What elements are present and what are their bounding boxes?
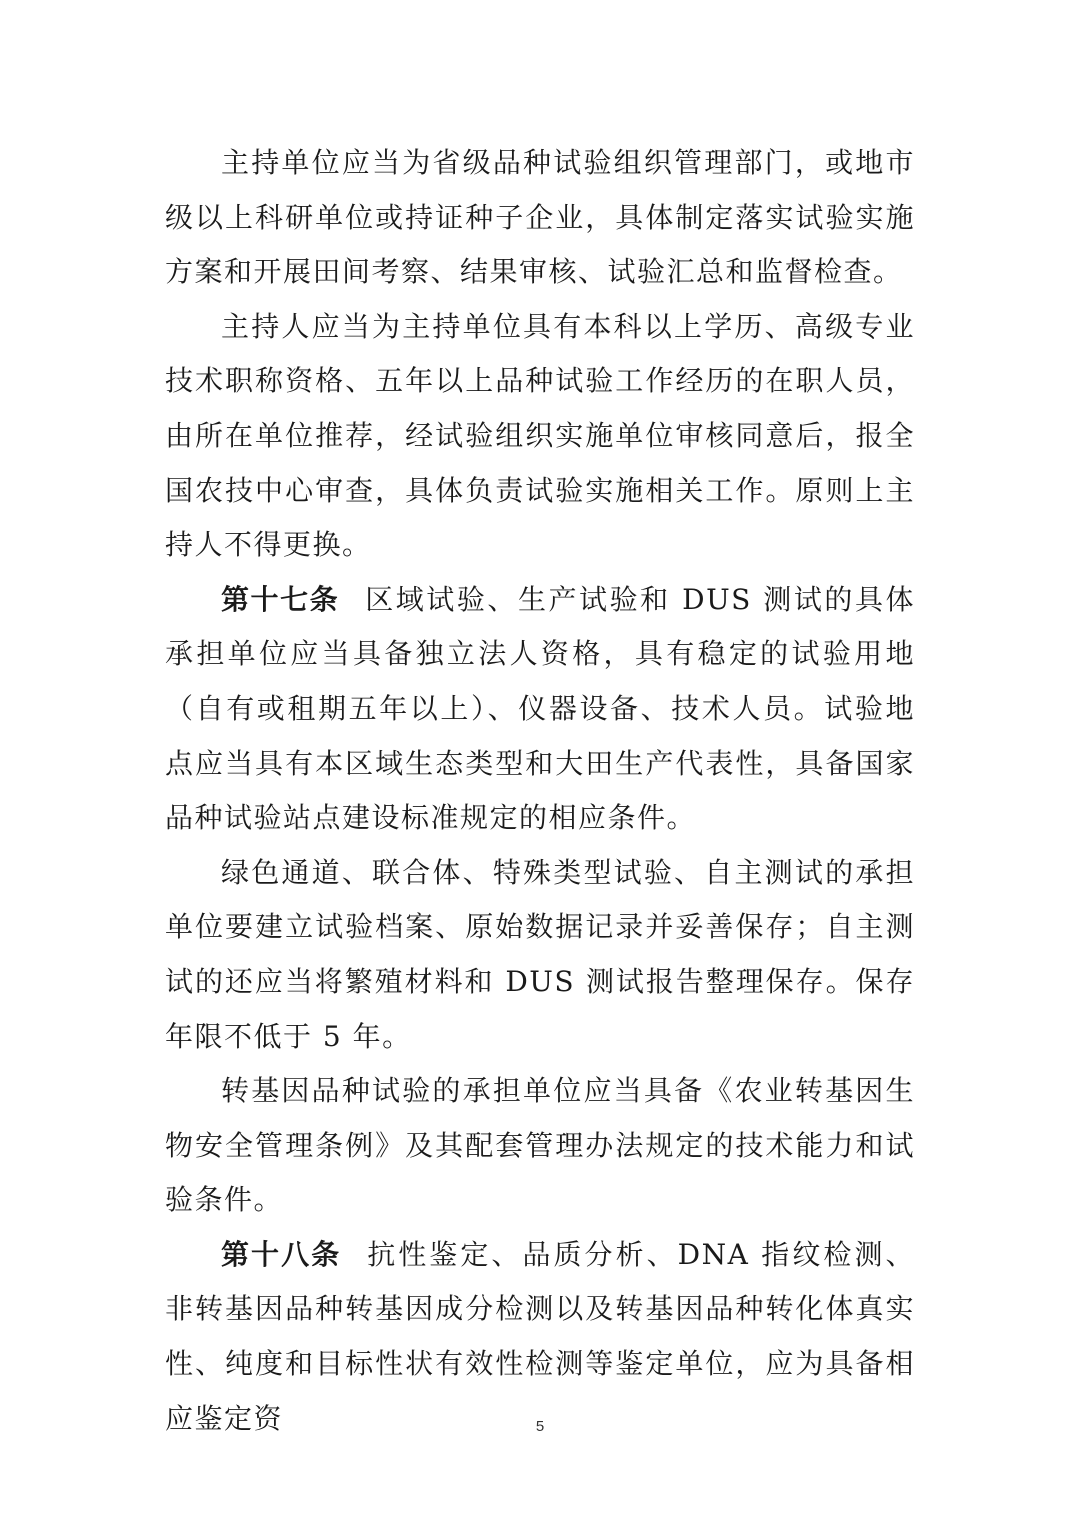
paragraph-text: 转基因品种试验的承担单位应当具备《农业转基因生物安全管理条例》及其配套管理办法规定的技术能力和试验条件。 — [165, 1074, 915, 1217]
paragraph-text: 抗性鉴定、品质分析、DNA 指纹检测、非转基因品种转基因成分检测以及转基因品种转化体真实性、纯度和目标性状有效性检测等鉴定单位，应为具备相应鉴定资 — [165, 1237, 915, 1435]
paragraph-text: 主持人应当为主持单位具有本科以上学历、高级专业技术职称资格、五年以上品种试验工作经历的在职人员，由所在单位推荐，经试验组织实施单位审核同意后，报全国农技中心审查，具体负责试验实施相关工作。原则上主持人不得更换。 — [165, 309, 915, 562]
paragraph-special-channels — [165, 846, 915, 1064]
paragraph-host-unit — [165, 136, 915, 300]
paragraph-text: 绿色通道、联合体、特殊类型试验、自主测试的承担单位要建立试验档案、原始数据记录并妥善保存；自主测试的还应当将繁殖材料和 DUS 测试报告整理保存。保存年限不低于 5 年。 — [165, 855, 915, 1053]
paragraph-text: 主持单位应当为省级品种试验组织管理部门，或地市级以上科研单位或持证种子企业，具体制定落实试验实施方案和开展田间考察、结果审核、试验汇总和监督检查。 — [165, 146, 915, 289]
paragraph-article-17 — [165, 573, 915, 846]
document-body — [165, 136, 915, 1446]
article-heading: 第十七条 — [221, 582, 340, 616]
paragraph-article-18 — [165, 1228, 915, 1446]
paragraph-transgenic — [165, 1064, 915, 1228]
page-number: 5 — [535, 1418, 545, 1435]
paragraph-text: 区域试验、生产试验和 DUS 测试的具体承担单位应当具备独立法人资格，具有稳定的试验用地（自有或租期五年以上）、仪器设备、技术人员。试验地点应当具有本区域生态类型和大田生产代表性，具备国家品种试验站点建设标准规定的相应条件。 — [165, 582, 915, 835]
article-heading: 第十八条 — [221, 1237, 342, 1271]
paragraph-host-person — [165, 300, 915, 573]
